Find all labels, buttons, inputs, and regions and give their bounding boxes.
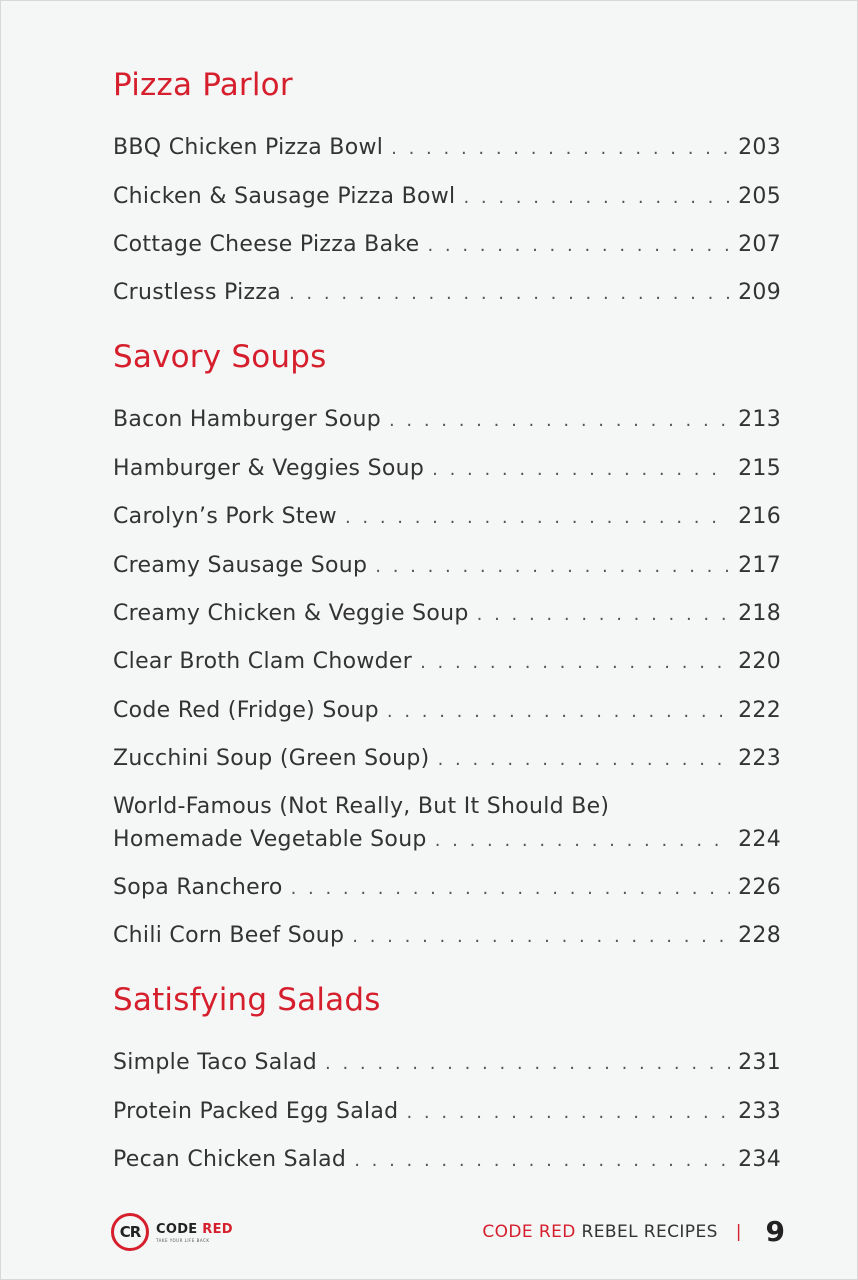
entry-name: Pecan Chicken Salad [113, 1147, 347, 1172]
dot-leader [389, 410, 730, 431]
toc-entry[interactable] [113, 135, 781, 160]
toc-entry[interactable] [113, 184, 781, 209]
entry-name: Sopa Ranchero [113, 875, 283, 900]
entry-page: 205 [738, 184, 781, 209]
logo-word [156, 1222, 233, 1237]
section-title-satisfying-salads: Satisfying Salads [113, 982, 381, 1018]
entry-name: Carolyn’s Pork Stew [113, 504, 337, 529]
entry-name: Cottage Cheese Pizza Bake [113, 232, 420, 257]
code-red-logo [111, 1211, 261, 1253]
toc-entry[interactable] [113, 280, 781, 305]
entry-page: 209 [738, 280, 781, 305]
toc-entry[interactable] [113, 827, 781, 852]
entry-name: Clear Broth Clam Chowder [113, 649, 413, 674]
toc-entry[interactable] [113, 1099, 781, 1124]
dot-leader [291, 878, 731, 899]
entry-page: 218 [738, 601, 781, 626]
toc-entry[interactable] [113, 601, 781, 626]
entry-page: 220 [738, 649, 781, 674]
dot-leader [289, 283, 730, 304]
entry-name: BBQ Chicken Pizza Bowl [113, 135, 384, 160]
page-number: 9 [765, 1215, 785, 1248]
toc-entry[interactable] [113, 232, 781, 257]
entry-page: 215 [738, 456, 781, 481]
section-title-pizza-parlor: Pizza Parlor [113, 67, 293, 103]
entry-name: Chicken & Sausage Pizza Bowl [113, 184, 456, 209]
dot-leader [427, 235, 730, 256]
book-title [482, 1222, 717, 1242]
entry-name: Homemade Vegetable Soup [113, 827, 427, 852]
entry-page: 203 [738, 135, 781, 160]
book-title-red: CODE RED [482, 1221, 576, 1242]
dot-leader [477, 604, 730, 625]
dot-leader [420, 652, 730, 673]
toc-entry[interactable] [113, 875, 781, 900]
cr-logo-icon: CR [111, 1213, 149, 1251]
dot-leader [391, 138, 730, 159]
entry-name: Hamburger & Veggies Soup [113, 456, 425, 481]
entry-name-line1[interactable]: World-Famous (Not Really, But It Should Be) [113, 794, 610, 819]
footer-separator: | [735, 1221, 742, 1242]
entry-page: 213 [738, 407, 781, 432]
dot-leader [406, 1102, 730, 1123]
toc-entry[interactable] [113, 1050, 781, 1075]
toc-entry[interactable] [113, 649, 781, 674]
toc-entry[interactable] [113, 923, 781, 948]
toc-entry[interactable] [113, 504, 781, 529]
entry-page: 226 [738, 875, 781, 900]
entry-name: Crustless Pizza [113, 280, 281, 305]
entry-page: 231 [738, 1050, 781, 1075]
logo-word-code: CODE [156, 1221, 203, 1237]
entry-name: Creamy Sausage Soup [113, 553, 368, 578]
dot-leader [325, 1053, 730, 1074]
entry-name: Creamy Chicken & Veggie Soup [113, 601, 469, 626]
toc-entry[interactable] [113, 553, 781, 578]
entry-page: 228 [738, 923, 781, 948]
toc-entry[interactable] [113, 456, 781, 481]
dot-leader [387, 701, 730, 722]
dot-leader [435, 830, 730, 851]
entry-page: 222 [738, 698, 781, 723]
section-title-savory-soups: Savory Soups [113, 339, 327, 375]
logo-tagline: TAKE YOUR LIFE BACK [156, 1237, 210, 1243]
entry-name: Simple Taco Salad [113, 1050, 318, 1075]
toc-entry[interactable] [113, 407, 781, 432]
dot-leader [345, 507, 730, 528]
dot-leader [463, 187, 730, 208]
entry-name: Zucchini Soup (Green Soup) [113, 746, 430, 771]
entry-page: 207 [738, 232, 781, 257]
entry-name: Code Red (Fridge) Soup [113, 698, 379, 723]
dot-leader [432, 459, 730, 480]
entry-page: 216 [738, 504, 781, 529]
entry-page: 234 [738, 1147, 781, 1172]
toc-entry[interactable] [113, 698, 781, 723]
dot-leader [354, 1150, 730, 1171]
page-footer [482, 1215, 785, 1248]
book-title-dark: REBEL RECIPES [575, 1221, 718, 1242]
dot-leader [375, 556, 730, 577]
dot-leader [352, 926, 730, 947]
entry-name: Chili Corn Beef Soup [113, 923, 345, 948]
entry-page: 223 [738, 746, 781, 771]
logo-word-red: RED [202, 1221, 233, 1237]
entry-name: Protein Packed Egg Salad [113, 1099, 399, 1124]
entry-page: 224 [738, 827, 781, 852]
toc-entry[interactable] [113, 1147, 781, 1172]
entry-page: 233 [738, 1099, 781, 1124]
toc-entry[interactable] [113, 746, 781, 771]
logo-wordmark [156, 1222, 233, 1243]
entry-page: 217 [738, 553, 781, 578]
dot-leader [438, 749, 731, 770]
entry-name: Bacon Hamburger Soup [113, 407, 381, 432]
